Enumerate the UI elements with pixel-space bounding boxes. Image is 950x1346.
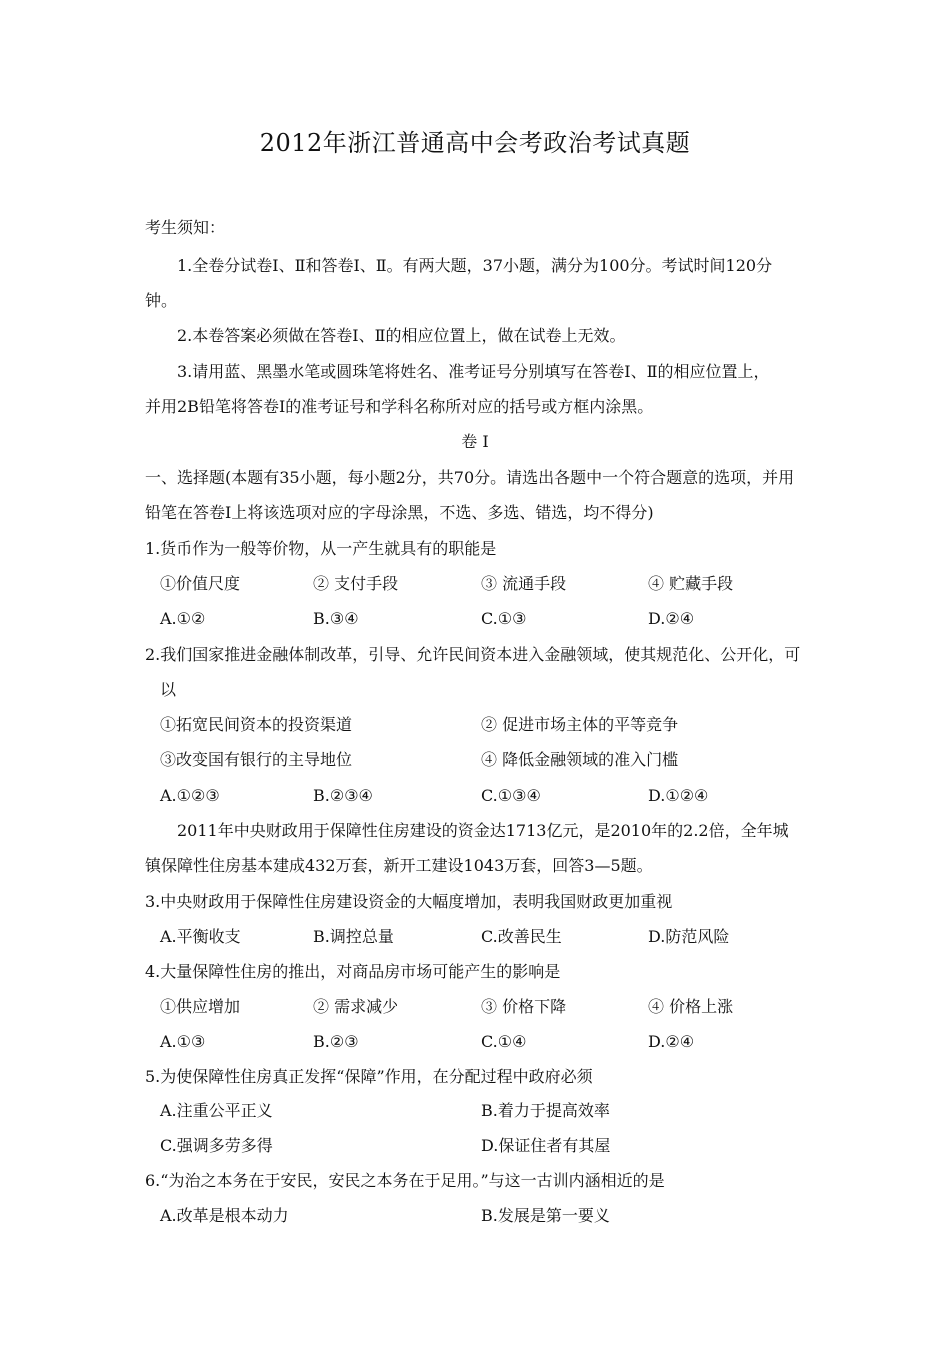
q4-item: ①供应增加 (160, 997, 241, 1016)
q2-choice-b: B.②③④ (313, 786, 373, 805)
section-instructions-cont: 铅笔在答卷Ⅰ上将该选项对应的字母涂黑，不选、多选、错选，均不得分) (145, 503, 654, 522)
q2-item: ①拓宽民间资本的投资渠道 (160, 715, 353, 734)
q1-item: ①价值尺度 (160, 574, 241, 593)
question-2-stem-cont: 以 (160, 680, 177, 699)
volume-label: 卷 Ⅰ (461, 432, 489, 451)
q5-choice-b: B.着力于提高效率 (481, 1101, 610, 1120)
q1-item: ④ 贮藏手段 (648, 574, 734, 593)
question-5-stem: 5.为使保障性住房真正发挥“保障”作用，在分配过程中政府必须 (145, 1067, 593, 1086)
notice-heading: 考生须知： (145, 218, 226, 237)
q2-item: ③改变国有银行的主导地位 (160, 750, 353, 769)
q6-choice-a: A.改革是根本动力 (160, 1206, 289, 1225)
question-2-stem: 2.我们国家推进金融体制改革，引导、允许民间资本进入金融领域，使其规范化、公开化，可 (145, 645, 801, 664)
q3-choice-b: B.调控总量 (313, 927, 394, 946)
q1-choice-d: D.②④ (648, 609, 695, 628)
q2-choice-c: C.①③④ (481, 786, 541, 805)
q1-item: ③ 流通手段 (481, 574, 567, 593)
material-text-cont: 镇保障性住房基本建成432万套，新开工建设1043万套，回答3—5题。 (145, 856, 653, 875)
q6-choice-b: B.发展是第一要义 (481, 1206, 610, 1225)
q2-choice-d: D.①②④ (648, 786, 709, 805)
q3-choice-c: C.改善民生 (481, 927, 562, 946)
q3-choice-a: A.平衡收支 (160, 927, 241, 946)
q4-item: ④ 价格上涨 (648, 997, 734, 1016)
q2-item: ② 促进市场主体的平等竞争 (481, 715, 679, 734)
q1-choice-c: C.①③ (481, 609, 527, 628)
q4-item: ② 需求减少 (313, 997, 399, 1016)
q4-choice-a: A.①③ (160, 1032, 206, 1051)
q5-choice-a: A.注重公平正义 (160, 1101, 273, 1120)
q4-choice-b: B.②③ (313, 1032, 359, 1051)
q1-choice-a: A.①② (160, 609, 206, 628)
q1-choice-b: B.③④ (313, 609, 359, 628)
section-instructions: 一、选择题(本题有35小题，每小题2分，共70分。请选出各题中一个符合题意的选项，并用 (145, 468, 795, 487)
question-4-stem: 4.大量保障性住房的推出，对商品房市场可能产生的影响是 (145, 962, 561, 981)
q3-choice-d: D.防范风险 (648, 927, 730, 946)
q2-item: ④ 降低金融领域的准入门槛 (481, 750, 679, 769)
notice-item-3: 3.请用蓝、黑墨水笔或圆珠笔将姓名、准考证号分别填写在答卷Ⅰ、Ⅱ的相应位置上， (177, 362, 770, 381)
q5-choice-d: D.保证住者有其屋 (481, 1136, 611, 1155)
question-1-stem: 1.货币作为一般等价物，从一产生就具有的职能是 (145, 539, 497, 558)
question-3-stem: 3.中央财政用于保障性住房建设资金的大幅度增加，表明我国财政更加重视 (145, 892, 673, 911)
q5-choice-c: C.强调多劳多得 (160, 1136, 273, 1155)
notice-item-1: 1.全卷分试卷Ⅰ、Ⅱ和答卷Ⅰ、Ⅱ。有两大题，37小题，满分为100分。考试时间120分 (177, 256, 773, 275)
q4-choice-d: D.②④ (648, 1032, 695, 1051)
question-6-stem: 6.“为治之本务在于安民，安民之本务在于足用。”与这一古训内涵相近的是 (145, 1171, 665, 1190)
q1-item: ② 支付手段 (313, 574, 399, 593)
q4-choice-c: C.①④ (481, 1032, 527, 1051)
notice-item-2: 2.本卷答案必须做在答卷Ⅰ、Ⅱ的相应位置上，做在试卷上无效。 (177, 326, 626, 345)
page-title: 2012年浙江普通高中会考政治考试真题 (259, 129, 691, 157)
q4-item: ③ 价格下降 (481, 997, 567, 1016)
material-text: 2011年中央财政用于保障性住房建设的资金达1713亿元，是2010年的2.2倍，全年城 (177, 821, 789, 840)
notice-item-1-cont: 钟。 (145, 291, 178, 310)
notice-item-3-cont: 并用2B铅笔将答卷Ⅰ的准考证号和学科名称所对应的括号或方框内涂黑。 (145, 397, 654, 416)
q2-choice-a: A.①②③ (160, 786, 220, 805)
